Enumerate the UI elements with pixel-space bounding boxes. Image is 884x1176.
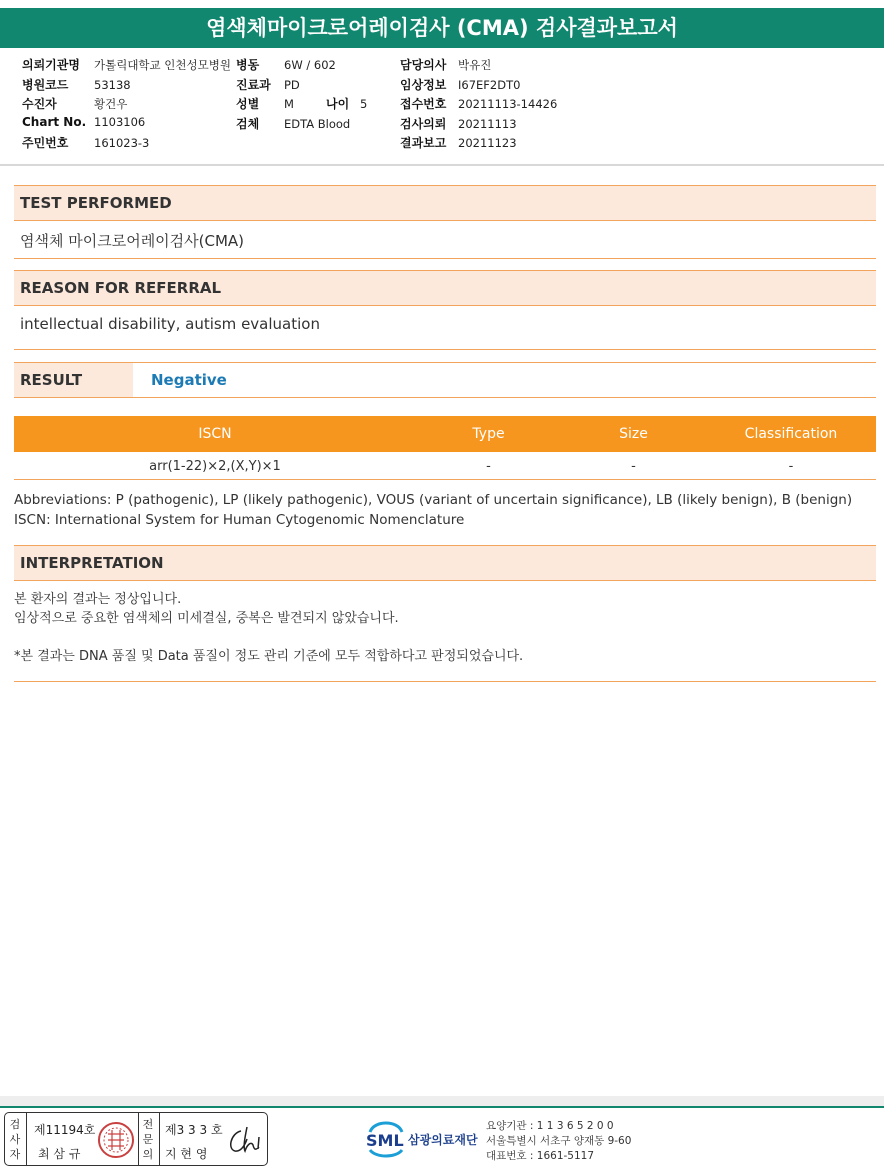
header-divider <box>0 164 884 166</box>
signature-box <box>4 1112 268 1166</box>
signature-icon <box>223 1123 265 1157</box>
footer-band <box>0 1096 884 1106</box>
result-label: RESULT <box>14 363 133 397</box>
column-header-iscn: ISCN <box>198 426 232 442</box>
result-row <box>14 362 876 398</box>
examiner-label: 검 사 자 <box>9 1118 21 1161</box>
column-header-type: Type <box>472 426 505 442</box>
info-value: 20211113-14426 <box>458 97 558 111</box>
section-divider <box>14 681 876 682</box>
sml-logo-icon <box>366 1116 406 1158</box>
info-label: 담당의사 <box>400 58 447 72</box>
info-value: 황건우 <box>94 97 128 111</box>
info-value: 박유진 <box>458 58 492 72</box>
age-value: 5 <box>360 97 368 111</box>
patient-info-col3 <box>400 56 557 154</box>
referral-text: intellectual disability, autism evaluation <box>20 315 320 333</box>
info-label: 결과보고 <box>400 136 447 150</box>
examiner-name: 최 삼 규 <box>38 1147 81 1161</box>
info-label: Chart No. <box>22 114 87 129</box>
abbreviations-line: Abbreviations: P (pathogenic), LP (likely pathogenic), VOUS (variant of uncertain significance), LB (likely benign), B (benign) <box>14 492 853 508</box>
section-divider <box>14 258 876 259</box>
variant-table-header <box>14 416 876 452</box>
org-line: 대표번호 : 1661-5117 <box>486 1150 595 1162</box>
cell-iscn: arr(1-22)×2,(X,Y)×1 <box>149 459 281 474</box>
info-label: 의뢰기관명 <box>22 58 80 72</box>
info-value: 53138 <box>94 77 131 92</box>
svg-text:SML: SML <box>366 1131 404 1150</box>
footer-divider <box>0 1106 884 1108</box>
info-label: 검체 <box>236 116 260 131</box>
specialist-license-no: 제3 3 3 호 <box>165 1123 223 1137</box>
interpretation-line: 본 환자의 결과는 정상입니다. <box>14 592 182 607</box>
column-header-size: Size <box>619 426 648 442</box>
official-seal-icon <box>97 1121 135 1159</box>
age-label: 나이 <box>326 97 350 111</box>
org-name: 삼광의료재단 <box>408 1133 478 1147</box>
interpretation-line: 임상적으로 중요한 염색체의 미세결실, 중복은 발견되지 않았습니다. <box>14 611 399 626</box>
info-label: 진료과 <box>236 77 271 92</box>
specialist-name: 지 현 영 <box>165 1147 208 1161</box>
report-title: 염색체마이크로어레이검사 (CMA) 검사결과보고서 <box>0 8 884 48</box>
abbreviations <box>14 490 852 530</box>
info-value: PD <box>284 77 300 92</box>
info-label: 검사의뢰 <box>400 116 447 131</box>
cell-size: - <box>631 459 636 474</box>
result-value: Negative <box>151 371 227 389</box>
org-line: 서울특별시 서초구 양재동 9-60 <box>486 1135 632 1147</box>
test-performed-heading: TEST PERFORMED <box>14 185 876 221</box>
iscn-definition-line: ISCN: International System for Human Cytogenomic Nomenclature <box>14 512 465 528</box>
info-value: 가톨릭대학교 인천성모병원 <box>94 58 231 72</box>
table-row <box>14 455 876 480</box>
info-label: 수진자 <box>22 97 57 111</box>
referral-heading: REASON FOR REFERRAL <box>14 270 876 306</box>
info-value: 161023-3 <box>94 136 150 150</box>
info-label: 주민번호 <box>22 136 69 150</box>
info-label: 병동 <box>236 58 260 72</box>
cell-type: - <box>486 459 491 474</box>
patient-info-col1 <box>22 56 231 154</box>
info-label: 접수번호 <box>400 97 447 111</box>
org-line: 요양기관 : 1 1 3 6 5 2 0 0 <box>486 1120 614 1132</box>
info-value: 20211113 <box>458 116 517 131</box>
column-header-classification: Classification <box>744 426 838 442</box>
specialist-label: 전 문 의 <box>142 1118 154 1161</box>
examiner-license-no: 제11194호 <box>34 1123 96 1137</box>
info-label: 성별 <box>236 97 260 111</box>
org-contact-info <box>486 1119 631 1164</box>
test-performed-text: 염색체 마이크로어레이검사(CMA) <box>20 232 245 250</box>
interpretation-heading: INTERPRETATION <box>14 545 876 581</box>
info-label: 병원코드 <box>22 77 69 92</box>
interpretation-text <box>14 590 523 666</box>
info-value: 1103106 <box>94 114 146 129</box>
interpretation-note: *본 결과는 DNA 품질 및 Data 품질이 정도 관리 기준에 모두 적합하다고 판정되었습니다. <box>14 649 524 664</box>
info-value: 20211123 <box>458 136 517 150</box>
patient-info-col2 <box>236 56 367 134</box>
info-value: I67EF2DT0 <box>458 77 521 92</box>
section-divider <box>14 349 876 350</box>
cell-classification: - <box>788 459 794 474</box>
info-label: 임상정보 <box>400 77 447 92</box>
info-value: 6W / 602 <box>284 58 336 72</box>
info-value: M <box>284 97 294 111</box>
info-value: EDTA Blood <box>284 116 351 131</box>
